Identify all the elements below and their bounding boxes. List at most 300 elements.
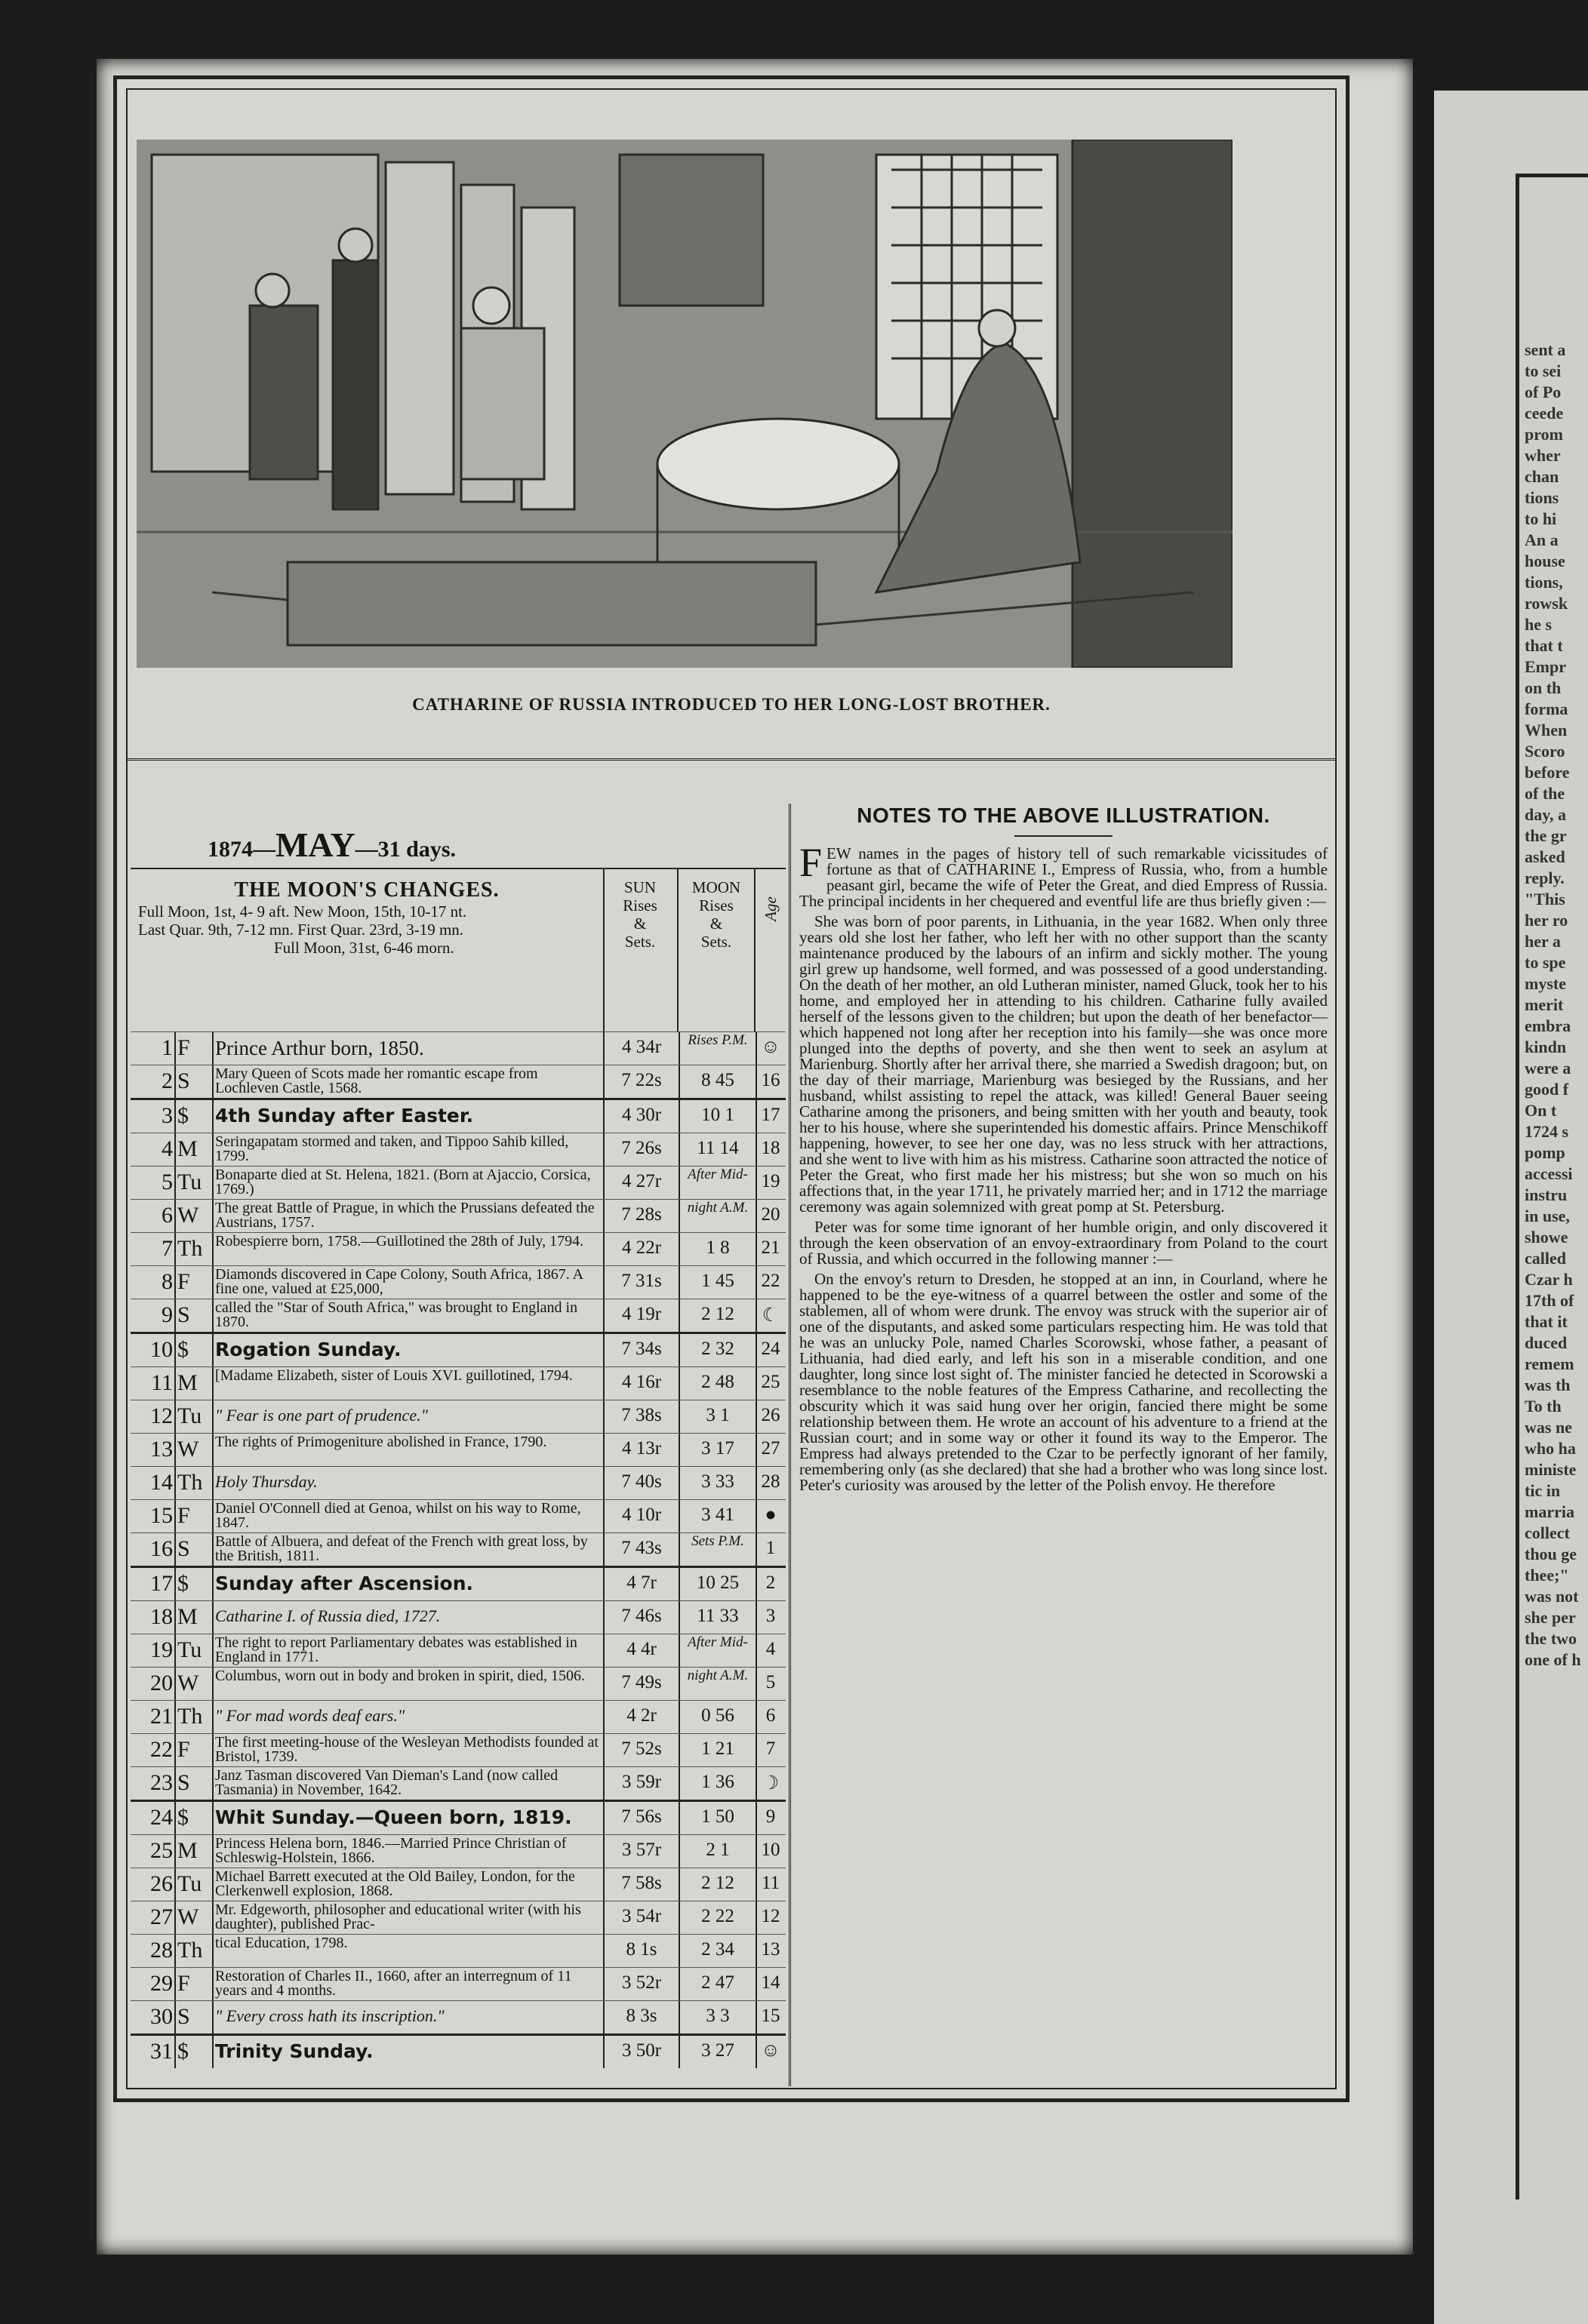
illustration-caption: CATHARINE OF RUSSIA INTRODUCED TO HER LONG-LOST BROTHER.: [412, 695, 1051, 714]
day-number: 22: [150, 1737, 173, 1762]
heading-rule: [1014, 835, 1113, 837]
notes-heading: NOTES TO THE ABOVE ILLUSTRATION.: [857, 804, 1270, 827]
day-of-week: $: [177, 1805, 189, 1830]
calendar-row: [131, 1499, 786, 1532]
fragment-line: ceede: [1525, 404, 1564, 423]
day-of-week: $: [177, 1571, 189, 1596]
column-rule: [679, 1935, 680, 1967]
fragment-line: ministe: [1525, 1460, 1577, 1479]
column-rule: [756, 1065, 757, 1098]
sun-time: 4 34r: [621, 1037, 662, 1057]
column-rule: [679, 2001, 680, 2034]
moon-time: night A.M.: [687, 1200, 749, 1216]
day-event: Michael Barrett executed at the Old Bailey, London, for the Clerkenwell explosion, 1868.: [215, 1870, 575, 1899]
moon-time: Rises P.M.: [688, 1032, 748, 1048]
moon-age: 10: [761, 1840, 780, 1860]
column-rule: [174, 2001, 176, 2034]
day-event: Robespierre born, 1758.—Guillotined the 28th of July, 1794.: [215, 1234, 584, 1250]
column-rule: [603, 1500, 605, 1532]
column-rule: [756, 1568, 757, 1600]
day-of-week: F: [177, 1737, 190, 1762]
day-of-week: S: [177, 1536, 190, 1561]
sun-time: 8 3s: [626, 2006, 657, 2026]
column-rule: [679, 1367, 680, 1400]
column-rule: [174, 1367, 176, 1400]
column-rule: [174, 1901, 176, 1934]
moon-age: ☺: [761, 2040, 780, 2061]
day-of-week: Tu: [177, 1170, 202, 1194]
moon-age: ☾: [762, 1305, 780, 1326]
column-rule: [212, 1734, 214, 1766]
day-of-week: M: [177, 1136, 198, 1161]
column-rule: [174, 1032, 176, 1065]
moon-changes-line: Full Moon, 31st, 6-46 morn.: [274, 939, 454, 957]
day-number: 19: [150, 1637, 173, 1662]
column-rule: [174, 1334, 176, 1366]
day-event: Whit Sunday.—Queen born, 1819.: [215, 1806, 572, 1828]
fragment-line: rowsk: [1525, 594, 1568, 613]
sun-time: 7 46s: [621, 1606, 662, 1626]
calendar-row: [131, 1265, 786, 1299]
day-of-week: F: [177, 1269, 190, 1294]
column-rule: [212, 1968, 214, 2000]
day-number: 10: [150, 1337, 173, 1362]
moon-age: ☽: [762, 1773, 780, 1794]
day-number: 12: [150, 1403, 173, 1428]
moon-age: 27: [761, 1438, 780, 1459]
column-rule: [756, 1734, 757, 1766]
day-of-week: F: [177, 1035, 190, 1060]
day-number: 1: [162, 1035, 173, 1060]
column-rule: [174, 1701, 176, 1733]
moon-time: 3 3: [706, 2006, 730, 2026]
column-rule: [756, 1835, 757, 1868]
moon-age: 1: [765, 1538, 776, 1558]
day-event: Daniel O'Connell died at Genoa, whilst on his way to Rome, 1847.: [215, 1502, 581, 1531]
day-number: 31: [150, 2039, 173, 2064]
column-rule: [603, 1668, 605, 1700]
moon-time: 2 32: [701, 1339, 734, 1359]
column-rule: [679, 1434, 680, 1466]
fragment-line: tions: [1525, 488, 1559, 507]
column-rule: [679, 1200, 680, 1232]
fragment-line: instru: [1525, 1185, 1568, 1204]
column-rule: [174, 1266, 176, 1299]
column-rule: [679, 1233, 680, 1265]
column-rule: [212, 1367, 214, 1400]
column-rule: [756, 1167, 757, 1199]
fragment-line: day, a: [1525, 805, 1567, 824]
day-number: 29: [150, 1971, 173, 1996]
column-rule: [174, 1233, 176, 1265]
sun-time: 3 52r: [621, 1972, 662, 1993]
day-event: Restoration of Charles II., 1660, after an interregnum of 11 years and 4 months.: [215, 1969, 572, 1999]
moon-age: 12: [761, 1906, 780, 1926]
calendar-row: [131, 1232, 786, 1265]
fragment-line: on th: [1525, 678, 1562, 697]
fragment-line: to spe: [1525, 953, 1566, 972]
day-of-week: F: [177, 1503, 190, 1528]
day-of-week: Tu: [177, 1871, 202, 1896]
fragment-line: that t: [1525, 636, 1563, 655]
age-label: Age: [761, 896, 780, 921]
column-rule: [679, 1266, 680, 1299]
column-rule: [603, 1968, 605, 2000]
day-number: 4: [162, 1136, 173, 1161]
moon-time: 1 21: [701, 1738, 734, 1759]
column-rule: [679, 1065, 680, 1098]
fragment-line: the gr: [1525, 826, 1567, 845]
day-number: 13: [150, 1437, 173, 1462]
sun-time: 7 52s: [621, 1738, 662, 1759]
column-rule: [603, 1032, 605, 1065]
column-rule: [603, 1634, 605, 1667]
column-rule: [756, 1334, 757, 1366]
column-rule: [756, 1935, 757, 1967]
column-rule: [603, 1400, 605, 1433]
day-event: called the "Star of South Africa," was brought to England in 1870.: [215, 1301, 578, 1330]
day-of-week: M: [177, 1370, 198, 1395]
calendar-row: [131, 1667, 786, 1700]
moon-time: 2 1: [706, 1840, 730, 1860]
moon-time: 1 36: [701, 1772, 734, 1792]
fragment-line: prom: [1525, 425, 1563, 444]
calendar-table: [131, 868, 786, 2084]
moon-changes-line: Full Moon, 1st, 4- 9 aft. New Moon, 15th, 10-17 nt.: [138, 902, 467, 921]
column-rule: [756, 1367, 757, 1400]
moon-time: 2 34: [701, 1939, 734, 1960]
column-rule: [603, 1835, 605, 1868]
column-rule: [174, 1568, 176, 1600]
day-event: [Madame Elizabeth, sister of Louis XVI. guillotined, 1794.: [215, 1369, 573, 1384]
day-number: 2: [162, 1068, 173, 1093]
fragment-line: kindn: [1525, 1038, 1567, 1056]
day-of-week: W: [177, 1437, 199, 1462]
moon-time: Sets P.M.: [691, 1533, 744, 1549]
column-rule: [756, 1299, 757, 1332]
column-rule: [212, 1668, 214, 1700]
fragment-line: pomp: [1525, 1143, 1565, 1162]
day-event: The first meeting-house of the Wesleyan Methodists founded at Bristol, 1739.: [215, 1735, 599, 1765]
fragment-line: reply.: [1525, 868, 1565, 887]
fragment-line: were a: [1525, 1059, 1571, 1077]
fragment-line: chan: [1525, 467, 1559, 486]
fragment-line: tic in: [1525, 1481, 1561, 1500]
sun-time: 7 22s: [621, 1070, 662, 1090]
fragment-line: On t: [1525, 1101, 1557, 1120]
sun-time: 4 19r: [621, 1304, 662, 1324]
moon-time: 3 41: [701, 1505, 734, 1525]
column-rule: [212, 1032, 214, 1065]
sun-time: 4 10r: [621, 1505, 662, 1525]
moon-time: 2 47: [701, 1972, 734, 1993]
calendar-row: [131, 1166, 786, 1199]
calendar-row: [131, 2000, 786, 2034]
fragment-line: her ro: [1525, 911, 1568, 930]
column-rule: [756, 1100, 757, 1133]
column-rule: [679, 1634, 680, 1667]
fragment-line: marria: [1525, 1502, 1574, 1521]
day-event: Bonaparte died at St. Helena, 1821. (Born at Ajaccio, Corsica, 1769.): [215, 1168, 591, 1197]
column-rule: [679, 1668, 680, 1700]
calendar-row: [131, 1031, 786, 1065]
age-column-header: [756, 869, 786, 1031]
day-of-week: Tu: [177, 1637, 202, 1662]
day-number: 15: [150, 1503, 173, 1528]
moon-time: 3 27: [701, 2040, 734, 2061]
column-rule: [756, 1767, 757, 1800]
calendar-row: [131, 1199, 786, 1232]
day-of-week: Th: [177, 1938, 203, 1963]
fragment-line: accessi: [1525, 1164, 1573, 1183]
column-rule: [756, 1500, 757, 1532]
fragment-line: tions,: [1525, 573, 1563, 592]
day-event: Janz Tasman discovered Van Dieman's Land (now called Tasmania) in November, 1642.: [215, 1769, 559, 1798]
column-rule: [679, 1802, 680, 1834]
column-rule: [679, 1400, 680, 1433]
sun-time: 8 1s: [626, 1939, 657, 1960]
header-line: MOON: [691, 878, 741, 896]
column-rule: [603, 1868, 605, 1901]
column-rule: [756, 1200, 757, 1232]
fragment-line: Czar h: [1525, 1270, 1573, 1289]
sun-time: 7 56s: [621, 1806, 662, 1827]
day-of-week: M: [177, 1838, 198, 1863]
column-rule: [174, 1167, 176, 1199]
fragment-line: the two: [1525, 1629, 1577, 1648]
moon-age: 13: [761, 1939, 780, 1960]
column-rule: [679, 1968, 680, 2000]
sun-time: 4 13r: [621, 1438, 662, 1459]
sun-time: 7 58s: [621, 1873, 662, 1893]
column-rule: [174, 1968, 176, 2000]
day-of-week: W: [177, 1671, 199, 1695]
column-rule: [212, 1467, 214, 1499]
fragment-line: collect: [1525, 1523, 1570, 1542]
column-rule: [756, 1434, 757, 1466]
day-number: 9: [162, 1302, 173, 1327]
day-event: Prince Arthur born, 1850.: [215, 1037, 424, 1059]
day-number: 8: [162, 1269, 173, 1294]
column-rule: [756, 1668, 757, 1700]
day-event: Seringapatam stormed and taken, and Tippoo Sahib killed, 1799.: [215, 1135, 569, 1164]
moon-age: 26: [761, 1405, 780, 1425]
column-rule: [174, 1868, 176, 1901]
day-event: tical Education, 1798.: [215, 1936, 348, 1951]
moon-age: 18: [761, 1138, 780, 1158]
moon-age: 19: [761, 1171, 780, 1191]
column-rule: [174, 1767, 176, 1800]
column-rule: [679, 1533, 680, 1566]
fragment-line: was not: [1525, 1587, 1579, 1606]
column-rule: [603, 1802, 605, 1834]
column-rule: [212, 1334, 214, 1366]
day-event: " Every cross hath its inscription.": [215, 2006, 445, 2025]
moon-age: 15: [761, 2006, 780, 2026]
column-rule: [174, 1634, 176, 1667]
moon-time: 1 45: [701, 1271, 734, 1291]
fragment-line: Empr: [1525, 657, 1566, 676]
column-rule: [679, 1032, 680, 1065]
column-rule: [212, 1100, 214, 1133]
column-rule: [756, 1467, 757, 1499]
day-number: 28: [150, 1938, 173, 1963]
day-of-week: $: [177, 1337, 189, 1362]
day-event: Rogation Sunday.: [215, 1339, 402, 1360]
column-rule: [756, 1701, 757, 1733]
moon-time: 10 1: [701, 1105, 734, 1125]
column-rule: [212, 1133, 214, 1166]
column-rule: [174, 1835, 176, 1868]
column-rule: [679, 1100, 680, 1133]
almanac-frame: [113, 75, 1349, 2102]
notes-paragraph: Peter was for some time ignorant of her humble origin, and only discovered it through the keen observation of an envoy-extraordinary from Poland to the court of Russia, and which occurred in the following manner :—: [799, 1218, 1328, 1268]
notes-paragraph: On the envoy's return to Dresden, he stopped at an inn, in Courland, where he happened to be the eye-witness of a quarrel between the ostler and some of the stablemen, all of whom were drunk. The envoy was struck with the superior air of one of the disputants, and asked some particulars respecting him. He was told that he was an unlucky Pole, named Charles Scorowski, whose father, a peasant of Lithuania, had died early, and left his son in a miserable condition, and one daughter, long since lost sight of. The minister fancied he detected in Scorowski a resemblance to the noble features of the Empress Catharine, and recollecting the obscurity which it was said hung over her origin, fancied there might be some relationship between them. He wrote an account of his adventure to a friend at the Russian court; and in some way or other it found its way to the Emperor. The Empress had always pretended to the Czar to be perfectly ignorant of her family, remembering only (as she declared) that she had a brother who was long since lost. Peter's curiosity was aroused by the letter of the Polish envoy. He therefore: [799, 1270, 1328, 1494]
column-rule: [174, 1601, 176, 1634]
fragment-line: one of h: [1525, 1650, 1581, 1669]
column-rule: [212, 1500, 214, 1532]
moon-time: After Mid-: [688, 1634, 748, 1650]
month-title: [208, 825, 456, 865]
calendar-row: [131, 1766, 786, 1800]
moon-age: 5: [765, 1672, 776, 1692]
moon-time: 2 12: [701, 1873, 734, 1893]
column-rule: [603, 2001, 605, 2034]
day-number: 21: [150, 1704, 173, 1729]
moon-time: 11 33: [697, 1606, 739, 1626]
calendar-row: [131, 1566, 786, 1600]
drop-cap: F: [799, 840, 823, 885]
moon-column-header: [679, 869, 756, 1031]
day-number: 14: [150, 1470, 173, 1495]
calendar-row: [131, 1433, 786, 1466]
sun-time: 4 16r: [621, 1372, 662, 1392]
moon-time: 2 22: [701, 1906, 734, 1926]
fragment-line: sent a: [1525, 340, 1566, 359]
day-event: The right to report Parliamentary debates was established in England in 1771.: [215, 1636, 577, 1665]
column-rule: [603, 1467, 605, 1499]
sun-time: 3 54r: [621, 1906, 662, 1926]
calendar-row: [131, 1466, 786, 1499]
calendar-row: [131, 1098, 786, 1133]
fragment-line: to sei: [1525, 361, 1562, 380]
fragment-line: 1724 s: [1525, 1122, 1569, 1141]
column-rule: [679, 1467, 680, 1499]
sun-column-header: [603, 869, 679, 1031]
day-event: Trinity Sunday.: [215, 2040, 374, 2062]
column-rule: [679, 1868, 680, 1901]
fragment-line: asked: [1525, 847, 1565, 866]
moon-time: After Mid-: [688, 1167, 748, 1182]
column-rule: [174, 1299, 176, 1332]
column-rule: [212, 1065, 214, 1098]
sun-time: 7 43s: [621, 1538, 662, 1558]
day-number: 7: [162, 1236, 173, 1261]
column-rule: [212, 1634, 214, 1667]
column-rule: [212, 1568, 214, 1600]
column-rule: [756, 2036, 757, 2068]
fragment-line: he s: [1525, 615, 1553, 634]
column-rule: [603, 1200, 605, 1232]
day-number: 27: [150, 1904, 173, 1929]
column-rule: [756, 1133, 757, 1166]
calendar-row: [131, 1065, 786, 1098]
fragment-line: duced: [1525, 1333, 1568, 1352]
column-rule: [174, 1802, 176, 1834]
moon-time: 10 25: [696, 1572, 740, 1593]
calendar-row: [131, 1299, 786, 1332]
day-event: " Fear is one part of prudence.": [215, 1406, 428, 1425]
fragment-line: wher: [1525, 446, 1561, 465]
day-of-week: Th: [177, 1704, 203, 1729]
day-number: 5: [162, 1170, 173, 1194]
adjacent-page: [1434, 91, 1588, 2324]
sun-time: 7 34s: [621, 1339, 662, 1359]
day-number: 20: [150, 1671, 173, 1695]
day-event: Diamonds discovered in Cape Colony, South Africa, 1867. A fine one, valued at £25,000,: [215, 1268, 583, 1297]
day-event: The great Battle of Prague, in which the Prussians defeated the Austrians, 1757.: [215, 1201, 595, 1231]
day-event: 4th Sunday after Easter.: [215, 1105, 474, 1127]
calendar-row: [131, 1532, 786, 1566]
day-of-week: Tu: [177, 1403, 202, 1428]
calendar-row: [131, 1600, 786, 1634]
column-rule: [212, 1901, 214, 1934]
adjacent-page-text: [1525, 340, 1588, 1671]
fragment-line: good f: [1525, 1080, 1569, 1099]
day-event: Catharine I. of Russia died, 1727.: [215, 1606, 441, 1625]
day-event: Mary Queen of Scots made her romantic escape from Lochleven Castle, 1568.: [215, 1067, 538, 1096]
column-rule: [756, 2001, 757, 2034]
day-event: Holy Thursday.: [215, 1472, 318, 1491]
fragment-line: merit: [1525, 995, 1564, 1014]
header-line: Sets.: [624, 933, 656, 951]
day-number: 3: [162, 1103, 173, 1128]
column-separator: [789, 804, 791, 2086]
sun-time: 4 2r: [626, 1705, 657, 1726]
header-line: &: [633, 915, 647, 933]
column-rule: [603, 1434, 605, 1466]
column-rule: [679, 1701, 680, 1733]
day-of-week: Th: [177, 1236, 203, 1261]
column-rule: [679, 1133, 680, 1166]
day-of-week: M: [177, 1604, 198, 1629]
column-rule: [212, 1266, 214, 1299]
fragment-line: forma: [1525, 699, 1568, 718]
column-rule: [679, 1901, 680, 1934]
calendar-row: [131, 1733, 786, 1766]
moon-time: night A.M.: [687, 1668, 749, 1683]
engraving-illustration: [137, 140, 1233, 668]
fragment-line: To th: [1525, 1397, 1562, 1416]
column-rule: [603, 1767, 605, 1800]
column-rule: [603, 1568, 605, 1600]
column-rule: [603, 1533, 605, 1566]
calendar-row: [131, 1700, 786, 1733]
day-event: Mr. Edgeworth, philosopher and educational writer (with his daughter), published Prac-: [215, 1903, 581, 1932]
column-rule: [679, 1601, 680, 1634]
column-rule: [679, 1568, 680, 1600]
column-rule: [603, 1266, 605, 1299]
moon-time: 2 48: [701, 1372, 734, 1392]
day-of-week: S: [177, 2004, 190, 2029]
column-rule: [603, 1901, 605, 1934]
column-rule: [603, 1601, 605, 1634]
moon-age: ☺: [761, 1037, 780, 1057]
sun-time: 7 26s: [621, 1138, 662, 1158]
calendar-row: [131, 2034, 786, 2068]
column-rule: [756, 1601, 757, 1634]
calendar-row: [131, 1800, 786, 1834]
